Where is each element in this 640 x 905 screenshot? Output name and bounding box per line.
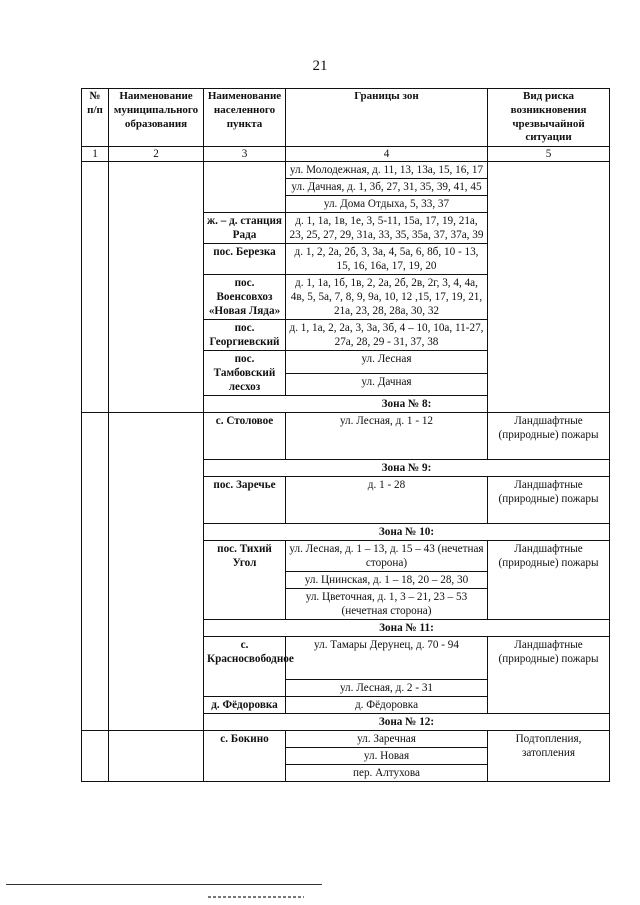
zone-bounds-cell: ул. Лесная, д. 1 - 12 xyxy=(286,413,488,460)
zone-bounds-cell: ул. Молодежная, д. 11, 13, 13а, 15, 16, 17 xyxy=(286,162,488,179)
column-number: 4 xyxy=(286,147,488,162)
zone-bounds-cell: д. Фёдоровка xyxy=(286,697,488,714)
municipality-cell xyxy=(109,413,204,731)
table-row xyxy=(82,162,610,179)
zone-bounds-cell: ул. Лесная, д. 2 - 31 xyxy=(286,680,488,697)
zone-title: Зона № 10: xyxy=(204,524,610,541)
settlement-cell: пос. Березка xyxy=(204,244,286,275)
settlement-cell xyxy=(204,162,286,213)
settlement-cell: пос. Тамбовский лесхоз xyxy=(204,351,286,396)
zone-bounds-cell: ул. Лесная xyxy=(286,351,488,374)
zone-bounds-cell: ул. Заречная xyxy=(286,731,488,748)
zone-bounds-cell: ул. Цнинская, д. 1 – 18, 20 – 28, 30 xyxy=(286,572,488,589)
zone-bounds-cell: д. 1, 2, 2а, 2б, 3, 3а, 4, 5а, 6, 8б, 10 - 13, 15, 16, 16а, 17, 19, 20 xyxy=(286,244,488,275)
settlement-cell: с. Красносвободное xyxy=(204,637,286,697)
settlement-cell: пос. Военсовхоз «Новая Ляда» xyxy=(204,275,286,320)
number-cell xyxy=(82,162,109,413)
column-number: 5 xyxy=(488,147,610,162)
header-municipality: Наименование муниципального образования xyxy=(109,89,204,147)
settlement-cell: с. Бокино xyxy=(204,731,286,782)
risk-cell: Ландшафтные (природные) пожары xyxy=(488,541,610,620)
municipality-cell xyxy=(109,731,204,782)
risk-cell: Подтопления, затопления xyxy=(488,731,610,782)
settlement-cell: пос. Заречье xyxy=(204,477,286,524)
zone-title: Зона № 12: xyxy=(204,714,610,731)
risk-cell: Ландшафтные (природные) пожары xyxy=(488,413,610,460)
table-row xyxy=(82,413,610,460)
table-row xyxy=(82,731,610,748)
zone-bounds-cell: д. 1, 1а, 1в, 1е, 3, 5-11, 15а, 17, 19, 21а, 23, 25, 27, 29, 31а, 33, 35, 35а, 37, 37а, 39 xyxy=(286,213,488,244)
zone-bounds-cell: ул. Дачная xyxy=(286,373,488,396)
settlement-cell: пос. Георгиевский xyxy=(204,320,286,351)
zone-bounds-cell: пер. Алтухова xyxy=(286,765,488,782)
zones-table xyxy=(81,88,610,782)
zone-bounds-cell: д. 1, 1а, 1б, 1в, 2, 2а, 2б, 2в, 2г, 3, 4, 4а, 4в, 5, 5а, 7, 8, 9, 9а, 10, 12 ,15, 17, 19, 21, 21а, 23, 28, 28а, 30, 32 xyxy=(286,275,488,320)
page-number: 21 xyxy=(312,58,328,74)
risk-cell: Ландшафтные (природные) пожары xyxy=(488,637,610,714)
header-risk-type: Вид риска возникновения чрезвычайной ситуации xyxy=(488,89,610,147)
municipality-cell xyxy=(109,162,204,413)
zone-bounds-cell: ул. Дома Отдыха, 5, 33, 37 xyxy=(286,196,488,213)
column-number-row xyxy=(82,147,610,162)
risk-cell: Ландшафтные (природные) пожары xyxy=(488,477,610,524)
header-number: № п/п xyxy=(82,89,109,147)
zone-title: Зона № 8: xyxy=(204,396,610,413)
zone-bounds-cell: ул. Дачная, д. 1, 3б, 27, 31, 35, 39, 41, 45 xyxy=(286,179,488,196)
settlement-cell: д. Фёдоровка xyxy=(204,697,286,714)
footer-scan-mark xyxy=(208,896,304,898)
column-number: 3 xyxy=(204,147,286,162)
column-number: 2 xyxy=(109,147,204,162)
settlement-cell: ж. – д. станция Рада xyxy=(204,213,286,244)
footer-rule xyxy=(6,884,322,885)
zone-title: Зона № 9: xyxy=(204,460,610,477)
header-row xyxy=(82,89,610,147)
number-cell xyxy=(82,731,109,782)
zone-bounds-cell: ул. Новая xyxy=(286,748,488,765)
column-number: 1 xyxy=(82,147,109,162)
zone-title: Зона № 11: xyxy=(204,620,610,637)
number-cell xyxy=(82,413,109,731)
risk-cell xyxy=(488,162,610,413)
settlement-cell: пос. Тихий Угол xyxy=(204,541,286,620)
zone-bounds-cell: ул. Цветочная, д. 1, 3 – 21, 23 – 53 (нечетная сторона) xyxy=(286,589,488,620)
settlement-cell: с. Столовое xyxy=(204,413,286,460)
header-zone-bounds: Границы зон xyxy=(286,89,488,147)
zone-bounds-cell: д. 1, 1а, 2, 2а, 3, 3а, 3б, 4 – 10, 10а, 11-27, 27а, 28, 29 - 31, 37, 38 xyxy=(286,320,488,351)
zone-bounds-cell: ул. Тамары Дерунец, д. 70 - 94 xyxy=(286,637,488,680)
zone-bounds-cell: д. 1 - 28 xyxy=(286,477,488,524)
zone-bounds-cell: ул. Лесная, д. 1 – 13, д. 15 – 43 (нечетная сторона) xyxy=(286,541,488,572)
header-settlement: Наименование населенного пункта xyxy=(204,89,286,147)
